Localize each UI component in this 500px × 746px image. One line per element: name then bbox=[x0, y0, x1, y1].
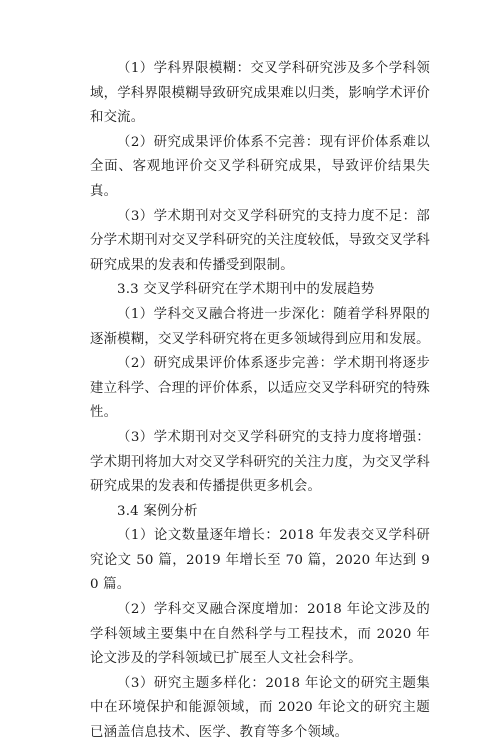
paragraph-3-4-1: （1）论文数量逐年增长：2018 年发表交叉学科研究论文 50 篇，2019 年增长至 70 篇，2020 年达到 90 篇。 bbox=[90, 528, 430, 593]
document-body bbox=[90, 57, 430, 746]
section-heading-3-4: 3.4 案例分析 bbox=[117, 503, 198, 519]
paragraph-3-4-3: （3）研究主题多样化：2018 年论文的研究主题集中在环境保护和能源领域，而 2020 年论文的研究主题已涵盖信息技术、医学、教育等多个领域。 bbox=[90, 675, 430, 741]
paragraph-3-3-3: （3）学术期刊对交叉学科研究的支持力度将增强：学术期刊将加大对交叉学科研究的关注力度，为交叉学科研究成果的发表和传播提供更多机会。 bbox=[90, 429, 430, 495]
section-heading-3-3: 3.3 交叉学科研究在学术期刊中的发展趋势 bbox=[117, 282, 375, 298]
paragraph-1-2: （2）研究成果评价体系不完善：现有评价体系难以全面、客观地评价交叉学科研究成果，导致评价结果失真。 bbox=[90, 134, 430, 199]
paragraph-1-3: （3）学术期刊对交叉学科研究的支持力度不足：部分学术期刊对交叉学科研究的关注度较低，导致交叉学科研究成果的发表和传播受到限制。 bbox=[90, 208, 430, 273]
paragraph-3-3-1: （1）学科交叉融合将进一步深化：随着学科界限的逐渐模糊，交叉学科研究将在更多领域得到应用和发展。 bbox=[90, 306, 430, 347]
paragraph-1-1: （1）学科界限模糊：交叉学科研究涉及多个学科领域，学科界限模糊导致研究成果难以归类，影响学术评价和交流。 bbox=[90, 61, 430, 126]
paragraph-3-3-2: （2）研究成果评价体系逐步完善：学术期刊将逐步建立科学、合理的评价体系，以适应交叉学科研究的特殊性。 bbox=[90, 356, 430, 421]
paragraph-3-4-2: （2）学科交叉融合深度增加：2018 年论文涉及的学科领域主要集中在自然科学与工程技术，而 2020 年论文涉及的学科领域已扩展至人文社会科学。 bbox=[90, 602, 430, 667]
